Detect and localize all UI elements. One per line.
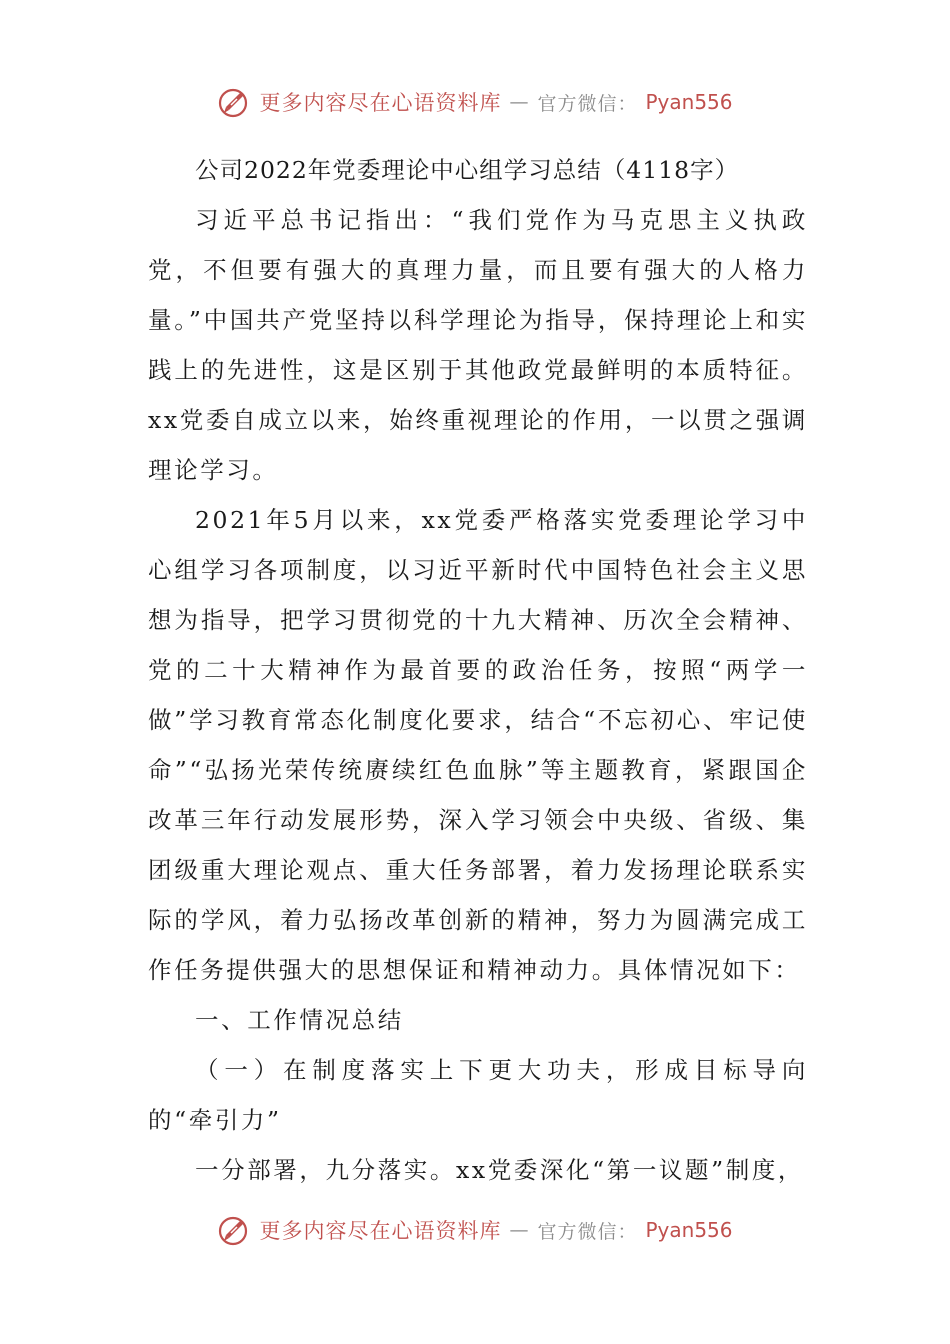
pen-circle-logo-icon [217,85,251,119]
paragraph: 习近平总书记指出：“我们党作为马克思主义执政党，不但要有强大的真理力量，而且要有强大的人格力量。”中国共产党坚持以科学理论为指导，保持理论上和实践上的先进性，这是区别于其他政党最鲜明的本质特征。xx党委自成立以来，始终重视理论的作用，一以贯之强调理论学习。 [148,206,808,484]
banner-slogan: 更多内容尽在心语资料库 [259,1219,502,1243]
subsection-heading: （一）在制度落实上下更大功夫，形成目标导向的“牵引力” [148,1056,808,1134]
paragraph: 2021年5月以来，xx党委严格落实党委理论学习中心组学习各项制度，以习近平新时代中国特色社会主义思想为指导，把学习贯彻党的十九大精神、历次全会精神、党的二十大精神作为最首要的政治任务，按照“两学一做”学习教育常态化制度化要求，结合“不忘初心、牢记使命”“弘扬光荣传统赓续红色血脉”等主题教育，紧跟国企改革三年行动发展形势，深入学习领会中央级、省级、集团级重大理论观点、重大任务部署，着力发扬理论联系实际的学风，着力弘扬改革创新的精神，努力为圆满完成工作任务提供强大的思想保证和精神动力。具体情况如下： [148,506,808,984]
footer-banner [0,1208,950,1252]
banner-wechat-label: 官方微信： [537,1220,638,1243]
banner-dash: — [509,1219,530,1241]
section-heading: 一、工作情况总结 [195,1006,404,1034]
banner-wechat-label: 官方微信： [537,92,638,115]
document-body [148,145,808,1195]
banner-wechat-id: Pyan556 [645,1218,733,1242]
document-title: 公司2022年党委理论中心组学习总结（4118字） [195,156,740,184]
header-banner [0,80,950,124]
pen-circle-logo-icon [217,1213,251,1247]
paragraph: 一分部署，九分落实。xx党委深化“第一议题”制度， [195,1156,805,1184]
banner-slogan: 更多内容尽在心语资料库 [259,91,502,115]
banner-wechat-id: Pyan556 [645,90,733,114]
banner-dash: — [509,91,530,113]
